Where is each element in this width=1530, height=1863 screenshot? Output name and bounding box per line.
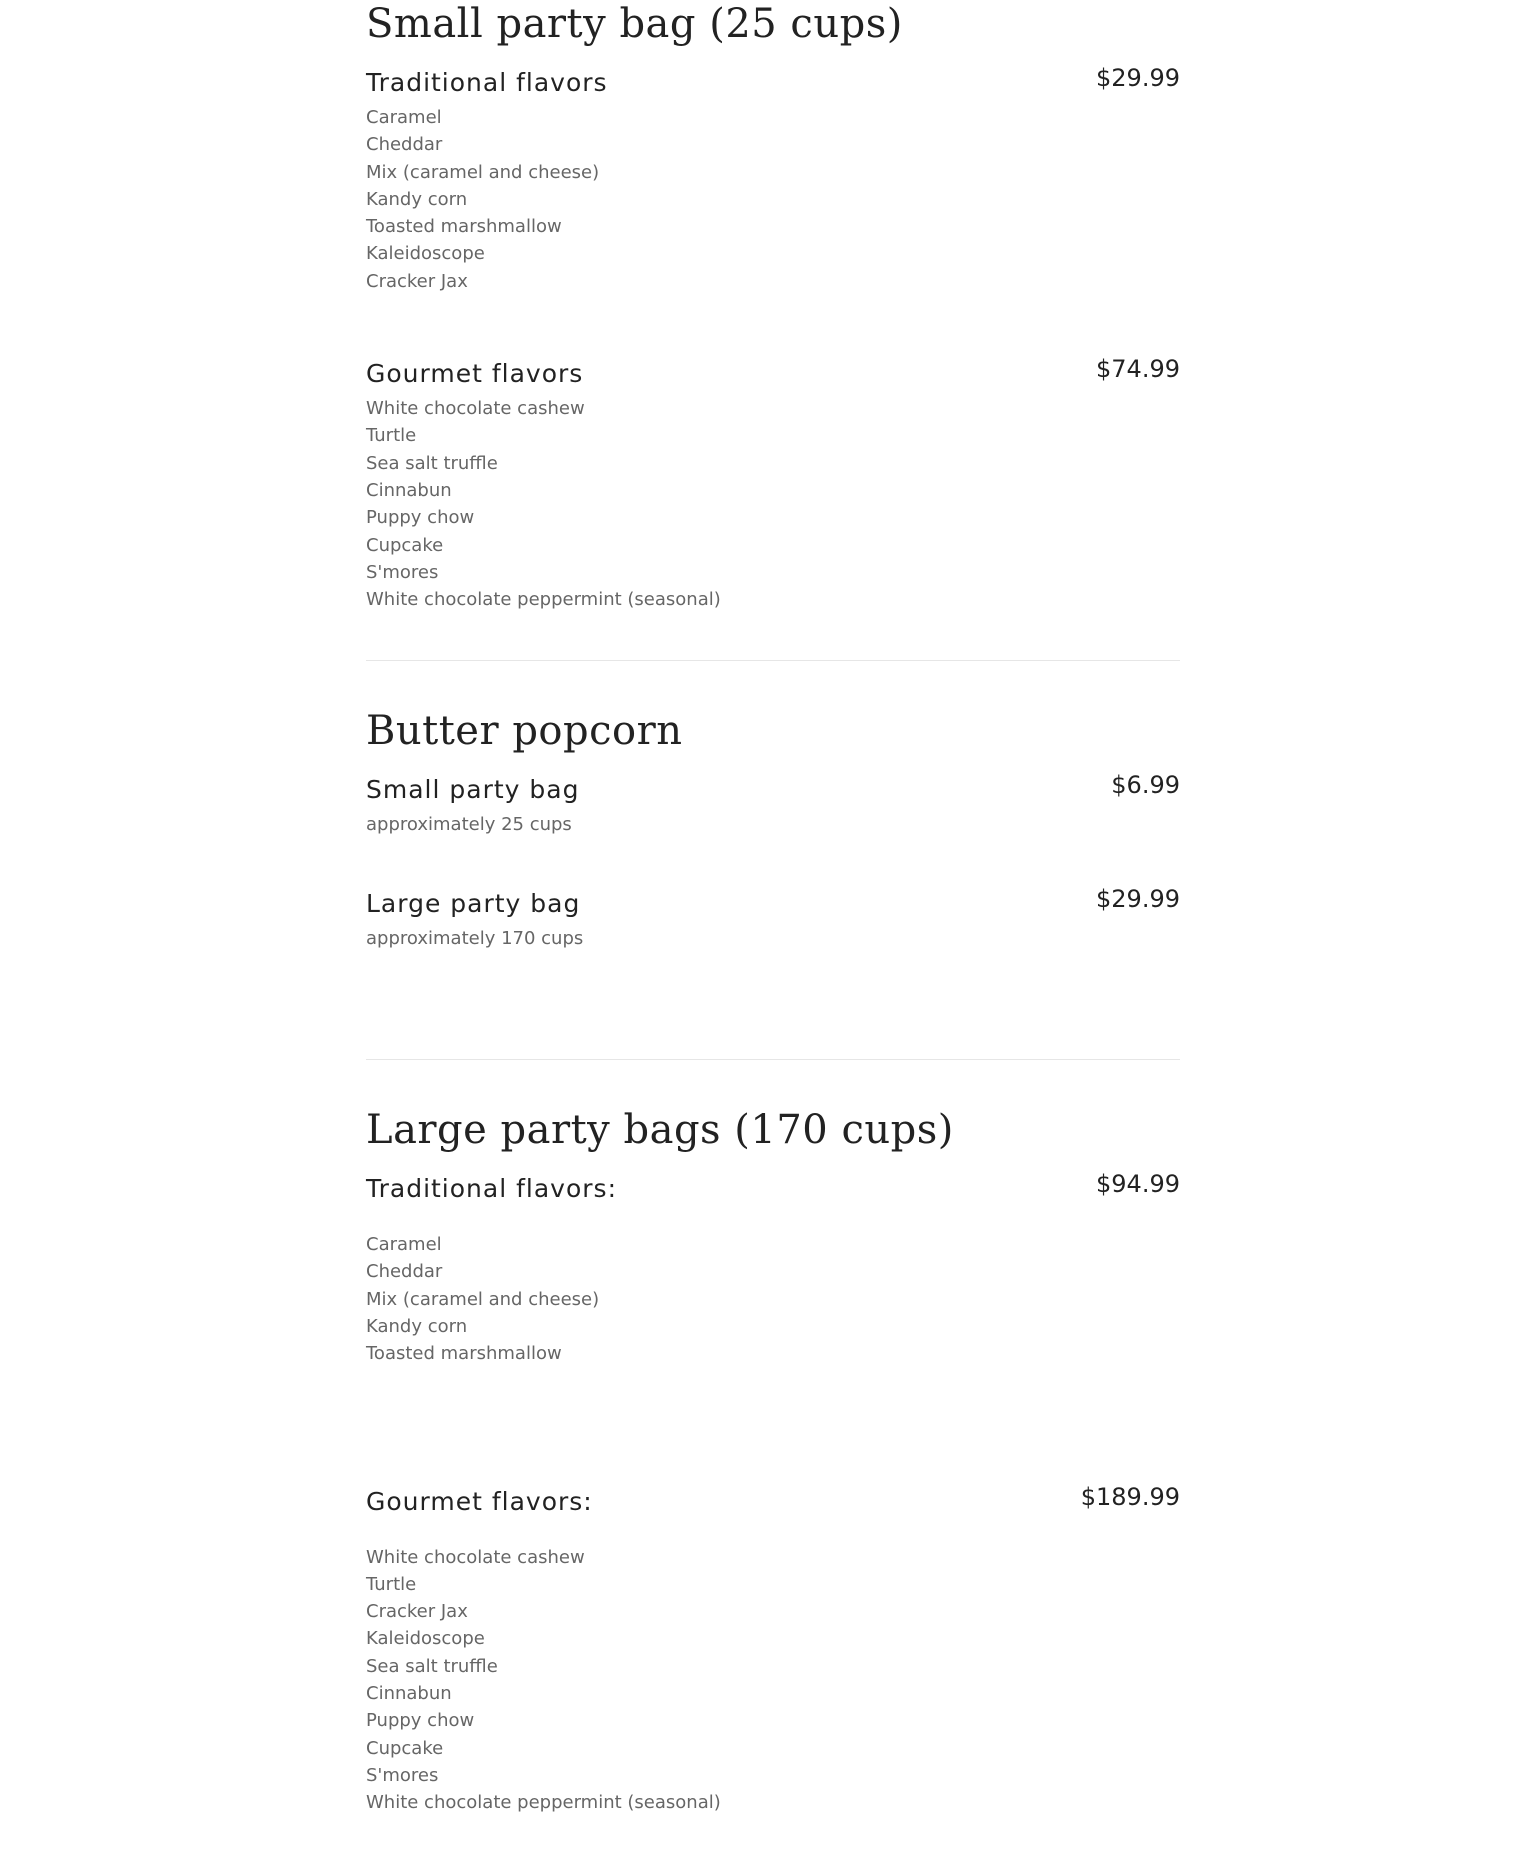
flavor-line: Cinnabun <box>366 1683 452 1705</box>
flavor-line: Sea salt truffle <box>366 452 498 474</box>
item-price: $189.99 <box>1080 1482 1180 1511</box>
flavor-line: S'mores <box>366 1764 439 1786</box>
item-price: $29.99 <box>1096 64 1180 92</box>
flavor-line: Toasted marshmallow <box>366 1343 562 1365</box>
flavor-line: Puppy chow <box>366 507 475 529</box>
flavor-line: Kandy corn <box>366 1315 468 1337</box>
menu-item <box>366 62 1180 295</box>
item-price: $6.99 <box>1111 771 1180 800</box>
section-title: Large party bags (170 cups) <box>366 1107 954 1154</box>
menu-content <box>366 0 1180 1817</box>
section-butter-popcorn <box>366 707 1180 952</box>
flavor-line: Cheddar <box>366 1261 443 1283</box>
item-name: Gourmet flavors: <box>366 1486 593 1516</box>
section-divider <box>366 660 1180 661</box>
flavor-line: S'mores <box>366 561 439 583</box>
item-description <box>366 811 1180 838</box>
item-price: $94.99 <box>1096 1170 1180 1199</box>
item-price: $74.99 <box>1096 355 1180 384</box>
flavor-line: Caramel <box>366 1234 442 1256</box>
flavor-line: White chocolate peppermint (seasonal) <box>366 589 721 611</box>
flavor-line: Cheddar <box>366 134 443 156</box>
menu-item <box>366 883 1180 952</box>
section-small-party-bag <box>366 0 1180 613</box>
flavor-line: Kandy corn <box>366 188 468 210</box>
item-description <box>366 395 1180 613</box>
menu-item <box>366 1481 1180 1817</box>
flavor-line: Cinnabun <box>366 479 452 501</box>
flavor-line: Kaleidoscope <box>366 1628 485 1650</box>
menu-item <box>366 1168 1180 1367</box>
section-title: Butter popcorn <box>366 708 683 755</box>
item-description <box>366 1231 1180 1367</box>
flavor-line: Mix (caramel and cheese) <box>366 1288 600 1310</box>
item-name: Traditional flavors: <box>366 1174 617 1204</box>
section-large-party-bags <box>366 1106 1180 1816</box>
item-description <box>366 925 1180 952</box>
flavor-line: Cracker Jax <box>366 270 468 292</box>
section-divider <box>366 1059 1180 1060</box>
flavor-line: White chocolate cashew <box>366 1546 585 1568</box>
section-title: Small party bag (25 cups) <box>366 1 903 47</box>
flavor-line: Turtle <box>366 1573 417 1595</box>
flavor-line: Mix (caramel and cheese) <box>366 161 600 183</box>
menu-item <box>366 769 1180 838</box>
item-description <box>366 104 1180 295</box>
flavor-line: Turtle <box>366 425 417 447</box>
item-description <box>366 1544 1180 1817</box>
flavor-line: White chocolate peppermint (seasonal) <box>366 1792 721 1814</box>
item-name: Large party bag <box>366 888 581 918</box>
flavor-line: Cracker Jax <box>366 1601 468 1623</box>
flavor-line: Caramel <box>366 107 442 128</box>
description-line: approximately 25 cups <box>366 814 572 836</box>
flavor-line: Sea salt truffle <box>366 1655 498 1677</box>
flavor-line: Cupcake <box>366 1737 444 1759</box>
description-line: approximately 170 cups <box>366 927 584 949</box>
flavor-line: Puppy chow <box>366 1710 475 1732</box>
item-name: Gourmet flavors <box>366 359 584 389</box>
flavor-line: Cupcake <box>366 534 444 556</box>
item-name: Traditional flavors <box>366 68 608 97</box>
item-name: Small party bag <box>366 775 580 805</box>
menu-item <box>366 353 1180 613</box>
flavor-line: Toasted marshmallow <box>366 216 562 238</box>
item-price: $29.99 <box>1096 884 1180 913</box>
flavor-line: Kaleidoscope <box>366 243 485 265</box>
flavor-line: White chocolate cashew <box>366 398 585 420</box>
